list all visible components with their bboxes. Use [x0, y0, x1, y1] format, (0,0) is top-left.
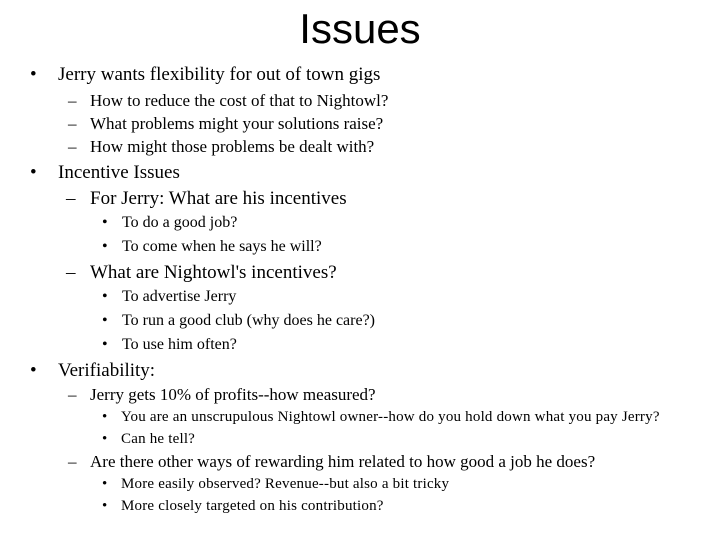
sub-sub-bullet-text: To run a good club (why does he care?) — [122, 312, 376, 329]
dash-marker: – — [68, 137, 77, 156]
sub-bullet-text: How might those problems be dealt with? — [90, 137, 375, 156]
bullet-marker: • — [102, 238, 108, 255]
sub-sub-bullet-text: To advertise Jerry — [122, 288, 237, 305]
dash-marker: – — [68, 452, 77, 471]
dash-marker: – — [66, 262, 76, 283]
sub-sub-bullet-text: More closely targeted on his contribution? — [121, 498, 384, 514]
sub-sub-bullet-text: Can he tell? — [121, 431, 196, 447]
bullet-marker: • — [102, 409, 108, 425]
sub-bullet-text: Are there other ways of rewarding him related to how good a job he does? — [90, 452, 596, 471]
bullet-marker: • — [30, 64, 37, 85]
sub-sub-bullet-text: To come when he says he will? — [122, 238, 322, 255]
sub-sub-bullet-text: You are an unscrupulous Nightowl owner--how do you hold down what you pay Jerry? — [121, 409, 660, 425]
slide-title: Issues — [299, 5, 421, 52]
bullet-text: Incentive Issues — [58, 162, 180, 183]
bullet-marker: • — [102, 214, 108, 231]
bullet-text: Jerry wants flexibility for out of town gigs — [58, 64, 381, 85]
bullet-marker: • — [102, 312, 108, 329]
sub-bullet-text: Jerry gets 10% of profits--how measured? — [90, 385, 376, 404]
bullet-marker: • — [102, 498, 108, 514]
sub-bullet-text: How to reduce the cost of that to Nightowl? — [90, 91, 389, 110]
bullet-marker: • — [30, 360, 37, 381]
dash-marker: – — [66, 188, 76, 209]
dash-marker: – — [68, 114, 77, 133]
sub-sub-bullet-text: To do a good job? — [122, 214, 238, 231]
bullet-marker: • — [102, 431, 108, 447]
sub-bullet-text: For Jerry: What are his incentives — [90, 188, 347, 209]
bullet-marker: • — [30, 162, 37, 183]
dash-marker: – — [68, 385, 77, 404]
sub-bullet-text: What are Nightowl's incentives? — [90, 262, 337, 283]
sub-bullet-text: What problems might your solutions raise? — [90, 114, 384, 133]
bullet-text: Verifiability: — [58, 360, 156, 381]
bullet-marker: • — [102, 336, 108, 353]
bullet-marker: • — [102, 476, 108, 492]
sub-sub-bullet-text: More easily observed? Revenue--but also a bit tricky — [121, 476, 450, 492]
sub-sub-bullet-text: To use him often? — [122, 336, 237, 353]
bullet-marker: • — [102, 288, 108, 305]
dash-marker: – — [68, 91, 77, 110]
